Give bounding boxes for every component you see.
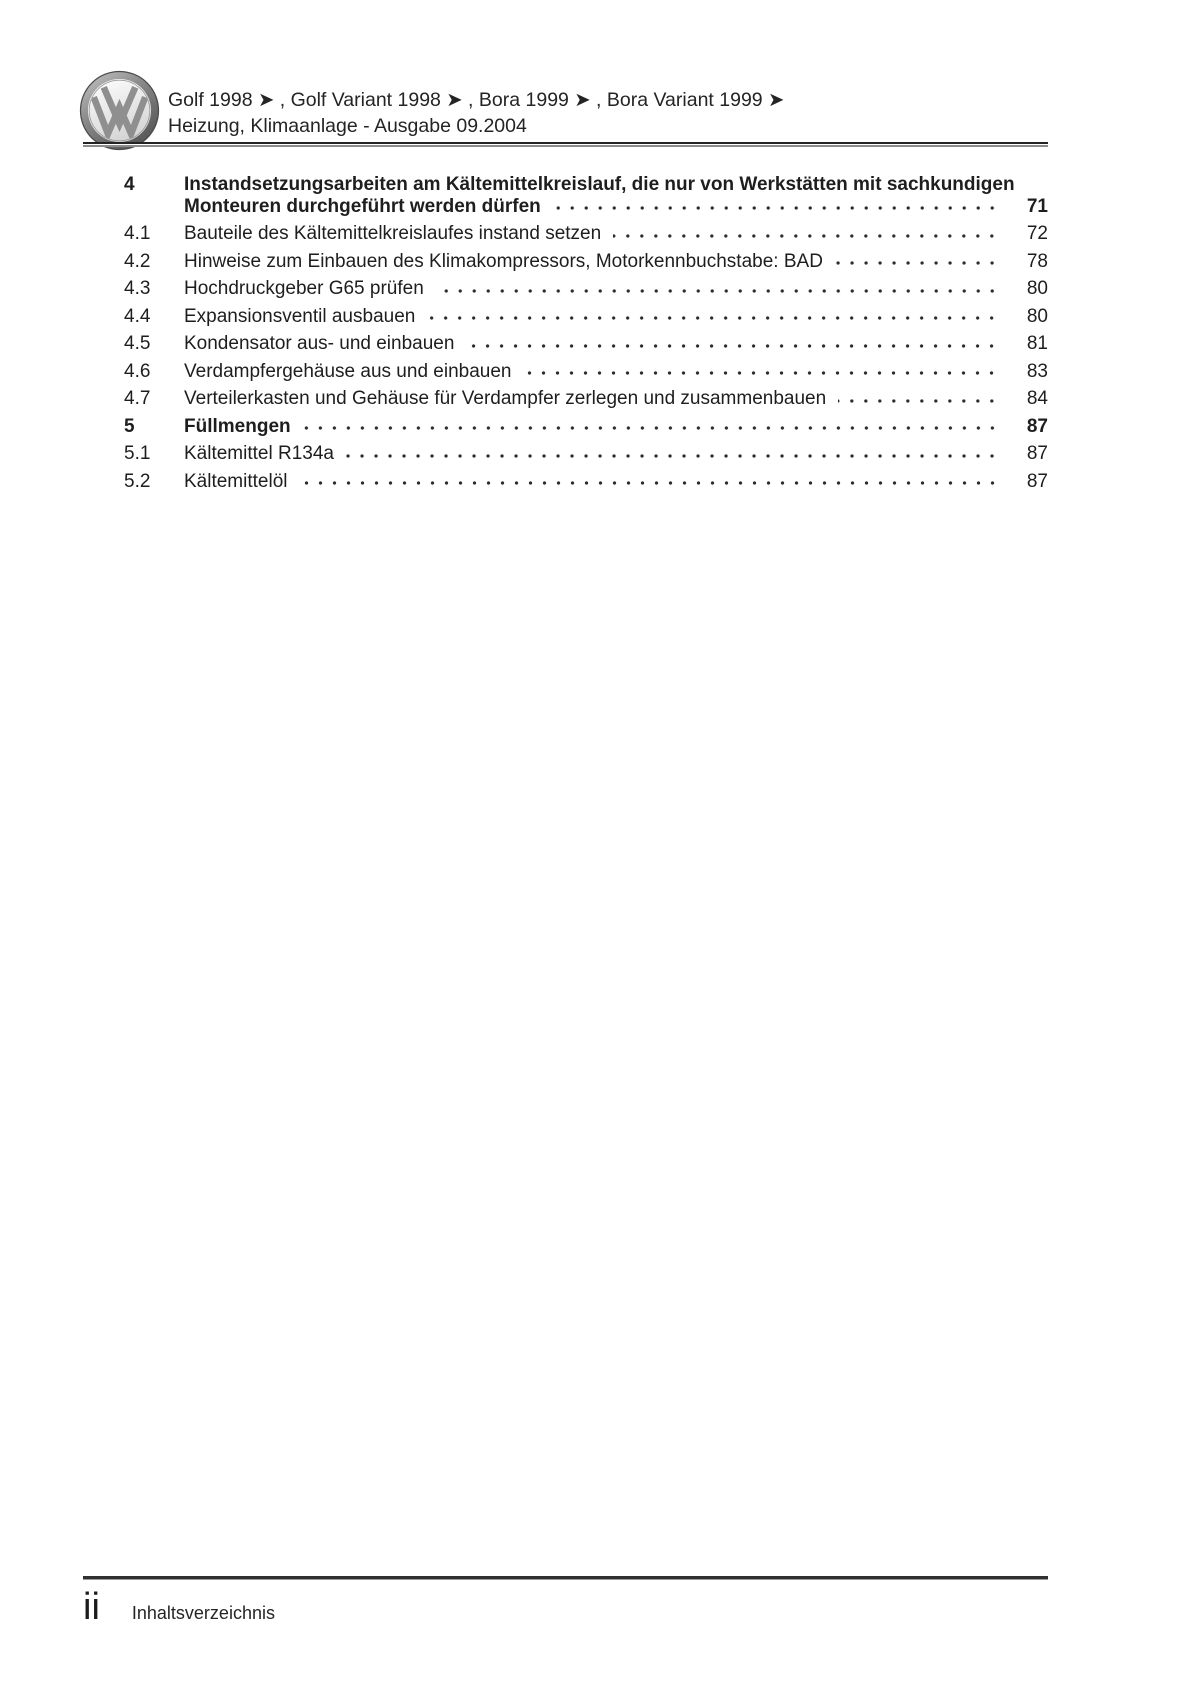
toc-entry-title [184, 471, 1002, 493]
toc-entry-line: Kältemittelöl [184, 470, 288, 492]
toc-entry [124, 333, 1048, 355]
toc-entry-line: Kältemittel R134a [184, 443, 334, 464]
toc-entry [124, 443, 1048, 465]
toc-entry-number: 5 [124, 415, 135, 437]
table-of-contents [124, 174, 1048, 498]
toc-entry [124, 361, 1048, 383]
dot-leader [523, 361, 1002, 383]
toc-entry-page: 87 [1026, 415, 1048, 437]
dot-leader [427, 306, 1002, 328]
toc-entry-page: 71 [1026, 195, 1048, 217]
toc-entry-number: 4.2 [124, 250, 151, 272]
toc-entry [124, 174, 1048, 217]
toc-entry-title [184, 333, 1002, 355]
dot-leader [838, 388, 1002, 410]
toc-entry [124, 306, 1048, 328]
toc-entry-line: Hinweise zum Einbauen des Klimakompressors, Motorkennbuchstabe: BAD [184, 250, 823, 272]
footer [83, 1586, 275, 1628]
toc-entry-page: 87 [1026, 470, 1048, 492]
toc-entry-line: Expansionsventil ausbauen [184, 305, 416, 327]
toc-entry-number: 4.7 [124, 388, 151, 409]
toc-entry-line: Monteuren durchgeführt werden dürfen [184, 195, 541, 217]
vw-logo-icon [78, 69, 161, 152]
toc-entry [124, 251, 1048, 273]
toc-entry [124, 416, 1048, 438]
toc-entry-line: Kondensator aus- und einbauen [184, 333, 455, 354]
toc-entry-page: 84 [1026, 388, 1048, 409]
header-rule [83, 142, 1048, 147]
toc-entry [124, 278, 1048, 300]
toc-entry-page: 81 [1026, 333, 1048, 354]
dot-leader [466, 333, 1002, 355]
toc-entry-number: 4.3 [124, 278, 151, 299]
header-subtitle-line: Heizung, Klimaanlage - Ausgabe 09.2004 [168, 115, 527, 137]
toc-entry-title [184, 174, 1015, 217]
toc-entry-page: 78 [1026, 250, 1048, 272]
header-models-line: Golf 1998 ➤ , Golf Variant 1998 ➤ , Bora 1999 ➤ , Bora Variant 1999 ➤ [168, 89, 785, 111]
footer-rule [83, 1576, 1048, 1580]
footer-page-number: ii [83, 1586, 100, 1628]
toc-entry-line: Hochdruckgeber G65 prüfen [184, 278, 424, 299]
toc-entry-page: 83 [1026, 360, 1048, 382]
toc-entry-number: 4 [124, 174, 135, 195]
toc-entry-title [184, 361, 1002, 383]
header [168, 87, 784, 139]
toc-entry-title [184, 278, 1002, 300]
toc-entry-line: Bauteile des Kältemittelkreislaufes instand setzen [184, 223, 602, 244]
toc-entry [124, 388, 1048, 410]
dot-leader [300, 471, 1003, 493]
dot-leader [553, 196, 1002, 218]
toc-entry-number: 4.6 [124, 360, 151, 382]
toc-entry-number: 5.2 [124, 470, 151, 492]
toc-entry-title [184, 416, 1002, 438]
toc-entry-number: 4.1 [124, 223, 151, 244]
toc-entry-number: 4.4 [124, 305, 151, 327]
dot-leader [436, 278, 1002, 300]
toc-entry-number: 5.1 [124, 443, 151, 464]
toc-entry-title [184, 251, 1002, 273]
toc-entry-line: Verdampfergehäuse aus und einbauen [184, 360, 512, 382]
footer-section-label: Inhaltsverzeichnis [131, 1603, 275, 1623]
toc-entry-title [184, 388, 1002, 410]
toc-entry-number: 4.5 [124, 333, 151, 354]
dot-leader [346, 443, 1002, 465]
toc-entry-line: Verteilerkasten und Gehäuse für Verdampfer zerlegen und zusammenbauen [184, 388, 827, 409]
toc-entry-page: 80 [1026, 278, 1048, 299]
toc-entry-page: 87 [1026, 443, 1048, 464]
toc-entry [124, 471, 1048, 493]
dot-leader [303, 416, 1002, 438]
dot-leader [613, 223, 1002, 245]
dot-leader [835, 251, 1002, 273]
toc-entry-line: Instandsetzungsarbeiten am Kältemittelkreislauf, die nur von Werkstätten mit sachkundigen [184, 174, 1015, 195]
toc-entry-title [184, 306, 1002, 328]
toc-entry-page: 72 [1026, 223, 1048, 244]
toc-entry [124, 223, 1048, 245]
toc-entry-page: 80 [1026, 305, 1048, 327]
toc-entry-line: Füllmengen [184, 415, 291, 437]
toc-entry-title [184, 223, 1002, 245]
toc-entry-title [184, 443, 1002, 465]
